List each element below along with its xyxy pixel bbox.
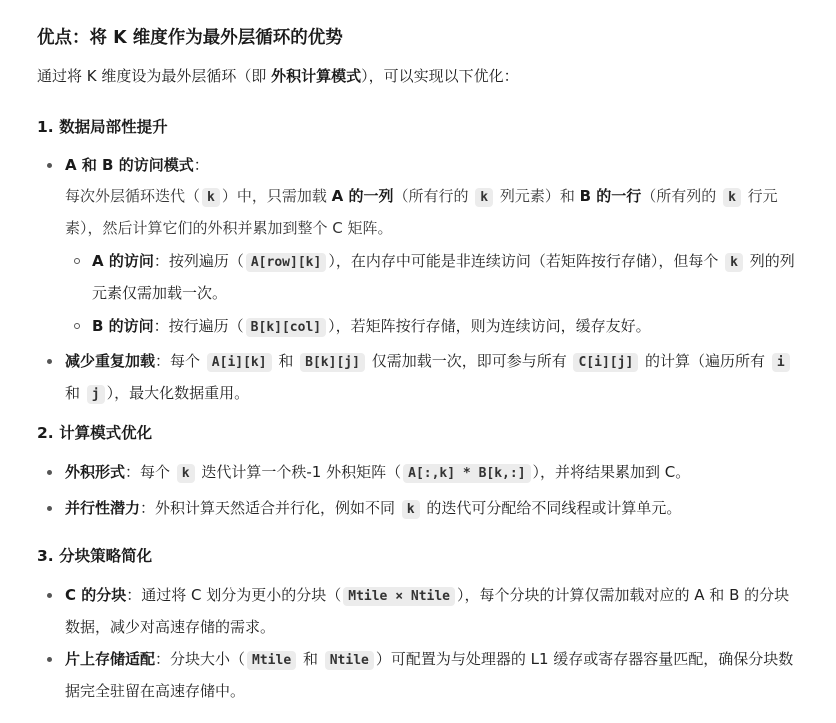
text: ），并将结果累加到 C。 bbox=[532, 463, 691, 481]
bold-text: A 的一列 bbox=[331, 187, 394, 205]
heading-data-locality: 1. 数据局部性提升 bbox=[37, 118, 168, 136]
item-bold: 外积形式 bbox=[65, 463, 126, 481]
item-bold: C 的分块 bbox=[65, 586, 127, 604]
list-item-outer-product bbox=[37, 457, 797, 489]
text: ），若矩阵按行存储，则为连续访问，缓存友好。 bbox=[328, 317, 651, 335]
intro-paragraph bbox=[37, 61, 797, 91]
inline-code: k bbox=[202, 188, 220, 207]
heading-tiling: 3. 分块策略简化 bbox=[37, 547, 153, 565]
text: （所有行的 bbox=[393, 187, 474, 205]
text: 列的列元素仅需加载一次。 bbox=[92, 252, 795, 302]
item-bold: 片上存储适配 bbox=[65, 650, 156, 668]
text: ）中，只需加载 bbox=[221, 187, 332, 205]
text: ：每个 bbox=[125, 463, 175, 481]
heading-compute-pattern: 2. 计算模式优化 bbox=[37, 424, 153, 442]
inline-code: k bbox=[725, 253, 743, 272]
inline-code: Ntile bbox=[325, 651, 374, 670]
text: ），最大化数据重用。 bbox=[106, 384, 250, 402]
text: 仅需加载一次，即可参与所有 bbox=[366, 352, 572, 370]
inline-code: A[row][k] bbox=[246, 253, 326, 272]
item-bold: A 和 B 的访问模式 bbox=[65, 156, 194, 174]
inline-code: k bbox=[402, 500, 420, 519]
text: ：分块大小（ bbox=[155, 650, 246, 668]
item-bold: 并行性潜力 bbox=[65, 499, 141, 517]
inline-code: Mtile bbox=[247, 651, 296, 670]
inline-code: k bbox=[177, 464, 195, 483]
list-compute-pattern bbox=[37, 457, 797, 525]
text: ）可配置为与处理器的 L1 缓存或寄存器容量匹配，确保分块数据完全驻留在高速存储中。 bbox=[65, 650, 794, 700]
text: 和 bbox=[273, 352, 299, 370]
text: 的计算（遍历所有 bbox=[640, 352, 770, 370]
text: 迭代计算一个秩-1 外积矩阵（ bbox=[196, 463, 402, 481]
text: 的迭代可分配给不同线程或计算单元。 bbox=[421, 499, 682, 517]
inline-code: j bbox=[87, 385, 105, 404]
list-item-access-pattern bbox=[37, 150, 797, 244]
inline-code: k bbox=[723, 188, 741, 207]
intro-bold: 外积计算模式 bbox=[271, 67, 362, 85]
text: （所有列的 bbox=[641, 187, 722, 205]
inline-code: Mtile × Ntile bbox=[343, 587, 455, 606]
item-bold: 减少重复加载 bbox=[65, 352, 156, 370]
inline-code: A[:,k] * B[k,:] bbox=[403, 464, 530, 483]
item-bold: B 的访问 bbox=[92, 317, 154, 335]
text: 和 bbox=[298, 650, 323, 668]
text: 每次外层循环迭代（ bbox=[65, 187, 201, 205]
item-bold: A 的访问 bbox=[92, 252, 154, 270]
intro-text-end: ），可以实现以下优化： bbox=[361, 67, 519, 85]
inline-code: B[k][col] bbox=[246, 318, 326, 337]
section-title: 优点：将 K 维度作为最外层循环的优势 bbox=[37, 28, 343, 48]
list-item-onchip-storage bbox=[37, 644, 797, 707]
text: ），每个分块的计算仅需加载对应的 A 和 B 的分块数据，减少对高速存储的需求。 bbox=[65, 586, 790, 636]
sublist-item-b-access bbox=[37, 311, 797, 343]
bold-text: B 的一行 bbox=[579, 187, 642, 205]
text: 和 bbox=[65, 384, 85, 402]
intro-text: 通过将 K 维度设为最外层循环（即 bbox=[37, 67, 272, 85]
text: ），在内存中可能是非连续访问（若矩阵按行存储），但每个 bbox=[328, 252, 724, 270]
text: ：外积计算天然适合并行化，例如不同 bbox=[140, 499, 400, 517]
item-description bbox=[65, 187, 778, 237]
list-data-locality bbox=[37, 150, 797, 410]
inline-code: A[i][k] bbox=[207, 353, 272, 372]
sublist-item-a-access bbox=[37, 246, 797, 309]
inline-code: k bbox=[475, 188, 493, 207]
list-item-parallelism bbox=[37, 493, 797, 525]
text: ：通过将 C 划分为更小的分块（ bbox=[126, 586, 342, 604]
text: 行元素），然后计算它们的外积并累加到整个 C 矩阵。 bbox=[65, 187, 778, 237]
inline-code: i bbox=[772, 353, 790, 372]
list-tiling bbox=[37, 580, 797, 707]
text: ：按列遍历（ bbox=[153, 252, 244, 270]
list-item-c-tiling bbox=[37, 580, 797, 643]
text: ：按行遍历（ bbox=[153, 317, 244, 335]
text: ：每个 bbox=[155, 352, 205, 370]
list-item-reduce-reload bbox=[37, 346, 797, 410]
item-colon: ： bbox=[193, 156, 209, 174]
inline-code: B[k][j] bbox=[300, 353, 365, 372]
text: 列元素）和 bbox=[495, 187, 580, 205]
inline-code: C[i][j] bbox=[573, 353, 638, 372]
